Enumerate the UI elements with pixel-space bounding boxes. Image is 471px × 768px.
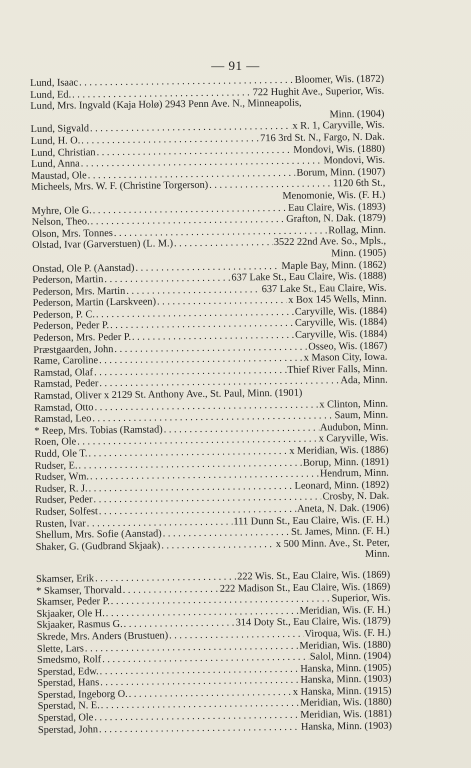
entry-name: Rudser, Wm.: [34, 471, 89, 484]
entry-name: Rudser, Peder: [35, 494, 93, 507]
entry-name: * Skamser, Thorvald: [36, 584, 122, 597]
entry-address: Saum, Minn.: [334, 409, 389, 422]
entry-list: [30, 74, 392, 737]
entry-address: 222 Madison St., Eau Claire, Wis. (1869): [219, 581, 391, 595]
entry-name: Skamser, Peder P.: [36, 596, 110, 609]
entry-address: x Hanska, Minn. (1915): [292, 685, 392, 698]
entry-name: Lund, Mrs. Ingvald (Kaja Holø) 2943 Penn Ave. N., Minneapolis,: [30, 97, 302, 113]
entry-address: Ada, Minn.: [340, 375, 388, 387]
entry-address: St. James, Minn. (F. H.): [291, 525, 390, 538]
dot-leader: [174, 237, 273, 250]
entry-address: Aneta, N. Dak. (1906): [297, 502, 390, 515]
entry-name: Maustad, Ole: [31, 170, 87, 182]
entry-name: Lund, H. O.: [30, 135, 81, 147]
entry-name: Onstad, Ole P. (Aanstad): [32, 262, 135, 275]
entry-address: Salol, Minn. (1904): [309, 650, 392, 663]
entry-name: Slette, Lars: [36, 642, 84, 655]
entry-name: Rusten, Ivar: [35, 517, 86, 530]
entry-address: Caryville, Wis. (1884): [295, 328, 388, 341]
entry-address: Rollag, Minn.: [328, 224, 386, 237]
entry-address: 1120 6th St.,: [332, 178, 386, 190]
entry-name: Olstad, Ivar (Garverstuen) (L. M.): [31, 238, 174, 252]
entry-name: Ramstad, Olaf: [33, 367, 94, 379]
entry-name: Sperstad, N. E.: [37, 700, 100, 713]
entry-name: Skamser, Erik: [36, 573, 95, 585]
entry-address: 111 Dunn St., Eau Claire, Wis. (F. H.): [233, 514, 390, 528]
entry-address: 716 3rd St. N., Fargo, N. Dak.: [260, 131, 385, 145]
entry-continuation: Minn.: [364, 548, 390, 561]
entry-name: Pederson, P. C.: [32, 309, 96, 321]
entry-name: Ramstad, Oliver x 2129 St. Anthony Ave., St. Paul, Minn. (1901): [33, 387, 303, 403]
entry-address: Hanska, Minn. (1905): [300, 662, 392, 675]
entry-address: Eau Claire, Wis. (1893): [288, 201, 386, 214]
entry-address: 222 Wis. St., Eau Claire, Wis. (1869): [237, 569, 391, 583]
entry-name: Sperstad, Ole: [37, 712, 94, 725]
entry-address: Audubon, Minn.: [319, 421, 389, 434]
entry-name: Ramstad, Leo: [34, 413, 92, 426]
entry-address: x 500 Minn. Ave., St. Peter,: [275, 537, 390, 550]
entry-address: Borum, Minn. (1907): [296, 166, 386, 179]
entry-address: Superior, Wis.: [331, 592, 391, 605]
entry-name: Rudser, E.: [34, 460, 78, 472]
entry-name: Nelson, Theo.: [31, 216, 90, 229]
entry-name: Myhre, Ole G.: [31, 204, 92, 217]
entry-name: Sperstad, Hans: [37, 677, 100, 690]
entry-address: x Box 145 Wells, Minn.: [288, 293, 387, 307]
entry-name: Sperstad, John: [37, 723, 99, 736]
page-number: — 91 —: [211, 58, 260, 73]
entry-address: Mondovi, Wis.: [323, 154, 386, 167]
dot-leader: [161, 539, 275, 552]
entry-address: Osseo, Wis. (1867): [308, 340, 388, 353]
entry-address: Caryville, Wis. (1884): [294, 317, 388, 330]
entry-name: Lund, Ed.: [30, 89, 72, 101]
entry-address: Maple Bay, Minn. (1862): [281, 259, 387, 272]
entry-address: 3522 22nd Ave. So., Mpls.,: [273, 235, 387, 249]
entry-address: x Meridian, Wis. (1886): [289, 444, 389, 457]
entry-name: Smedsmo, Rolf: [37, 654, 102, 667]
entry-name: Lund, Isaac: [30, 77, 79, 89]
entry-name: Pederson, Peder P.: [32, 320, 110, 333]
entry-continuation: Minn. (1904): [329, 108, 385, 121]
entry-name: Roen, Ole: [34, 436, 77, 449]
entry-address: x Mason City, Iowa.: [303, 351, 388, 364]
entry-name: Rudd, Ole T.: [34, 448, 88, 460]
entry-name: Ramstad, Peder: [33, 378, 99, 391]
entry-name: Sperstad, Edw.: [37, 665, 99, 678]
entry-name: Lund, Anna: [30, 158, 80, 171]
entry-name: Pederson, Mrs. Peder P.: [33, 331, 132, 345]
entry-name: Olson, Mrs. Tonnes: [31, 227, 113, 240]
entry-address: x R. 1, Caryville, Wis.: [292, 120, 385, 133]
entry-address: Bloomer, Wis. (1872): [294, 73, 385, 86]
entry-address: Hanska, Minn. (1903): [300, 673, 392, 687]
entry-address: Crosby, N. Dak.: [322, 491, 390, 503]
entry-address: 722 Hughit Ave., Superior, Wis.: [252, 85, 385, 98]
entry-address: x Caryville, Wis.: [318, 433, 389, 445]
entry-name: Shellum, Mrs. Sofie (Aanstad): [35, 528, 162, 542]
entry-name: Sperstad, Ingeborg O.: [37, 688, 128, 701]
entry-name: Micheels, Mrs. W. F. (Christine Torgerson): [31, 180, 209, 194]
entry-name: Ramstad, Otto: [33, 401, 94, 414]
entry-address: Viroqua, Wis. (F. H.): [304, 627, 391, 640]
entry-address: Thief River Falls, Minn.: [287, 363, 388, 376]
entry-name: Rame, Caroline: [33, 355, 99, 368]
entry-address: Meridian, Wis. (1880): [300, 697, 392, 710]
entry-name: Rudser, R. J.: [34, 483, 88, 495]
entry-address: x Clinton, Minn.: [319, 398, 389, 411]
entry-address: Grafton, N. Dak. (1879): [286, 212, 386, 226]
entry-address: Borup, Minn. (1891): [302, 456, 389, 469]
entry-address: Meridian, Wis. (1881): [300, 708, 392, 721]
entry-address: 314 Doty St., Eau Claire, Wis. (1879): [235, 615, 391, 629]
entry-address: Meridian, Wis. (1880): [299, 639, 392, 652]
entry-address: Meridian, Wis. (F. H.): [299, 604, 391, 617]
entry-address: 637 Lake St., Eau Claire, Wis.: [261, 282, 387, 295]
entry-name: Shaker, G. (Gudbrand Skjaak): [35, 540, 161, 553]
entry-name: Rudser, Solfest: [35, 506, 98, 518]
entry-address: 637 Lake St., Eau Claire, Wis. (1888): [231, 270, 387, 284]
entry-address: Mondovi, Wis. (1880): [293, 143, 385, 156]
entry-name: Pederson, Mrs. Martin: [32, 285, 126, 298]
entry-name: Skjaaker, Ole H.: [36, 607, 105, 620]
entry-name: Lund, Christian: [30, 146, 96, 159]
entry-address: Caryville, Wis. (1884): [294, 305, 387, 318]
entry-address: Hendrum, Minn.: [319, 467, 389, 480]
entry-address: Leonard, Minn. (1892): [294, 479, 390, 492]
dot-leader: [99, 721, 300, 735]
entry-name: Skjaaker, Rasmus G.: [36, 619, 123, 632]
entry-name: Lund, Sigvald: [30, 123, 90, 136]
entry-name: Pederson, Martin (Larskveen): [32, 296, 157, 310]
entry-name: Pederson, Martin: [32, 274, 104, 287]
entry-name: Skrede, Mrs. Anders (Brustuen): [36, 630, 169, 643]
entry-address: Hanska, Minn. (1903): [300, 720, 393, 733]
entry-name: Præstgaarden, John: [33, 343, 114, 356]
entry-continuation: Minn. (1905): [331, 247, 387, 260]
entry-name: * Reep, Mrs. Tobias (Ramstad): [34, 424, 163, 437]
entry-continuation: Menomonie, Wis. (F. H.): [282, 189, 386, 202]
